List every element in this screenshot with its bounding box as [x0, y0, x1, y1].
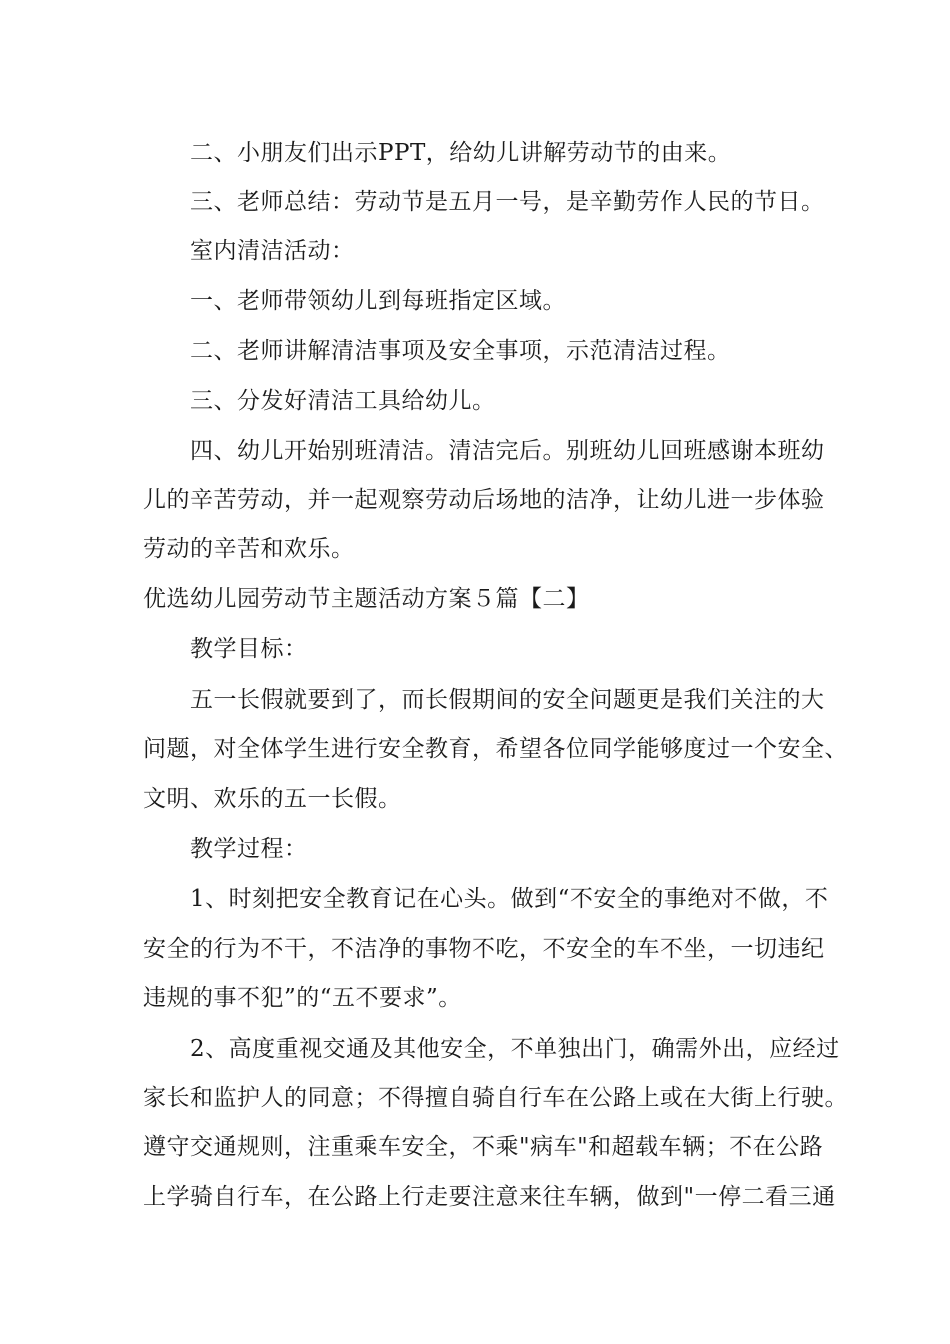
article-title: 优选幼儿园劳动节主题活动方案５篇【二】 — [143, 586, 590, 612]
section-heading: 教学过程： — [190, 836, 308, 862]
paragraph-line: 四、幼儿开始别班清洁。清洁完后。别班幼儿回班感谢本班幼 — [190, 438, 825, 464]
paragraph-line: 二、老师讲解清洁事项及安全事项，示范清洁过程。 — [190, 338, 731, 364]
paragraph-line: 遵守交通规则，注重乘车安全，不乘"病车"和超载车辆；不在公路 — [143, 1134, 824, 1160]
paragraph-line: 家长和监护人的同意；不得擅自骑自行车在公路上或在大街上行驶。 — [143, 1085, 848, 1111]
paragraph-line: 2、高度重视交通及其他安全，不单独出门，确需外出，应经过 — [190, 1036, 840, 1062]
paragraph-line: 1、时刻把安全教育记在心头。做到“不安全的事绝对不做，不 — [190, 886, 829, 912]
section-heading: 室内清洁活动： — [190, 238, 355, 264]
paragraph-line: 劳动的辛苦和欢乐。 — [143, 536, 355, 562]
paragraph-line: 一、老师带领幼儿到每班指定区域。 — [190, 288, 566, 314]
paragraph-line: 儿的辛苦劳动，并一起观察劳动后场地的洁净，让幼儿进一步体验 — [143, 487, 825, 513]
paragraph-line: 问题，对全体学生进行安全教育，希望各位同学能够度过一个安全、 — [143, 736, 848, 762]
paragraph-line: 二、小朋友们出示PPT，给幼儿讲解劳动节的由来。 — [190, 140, 732, 166]
paragraph-line: 文明、欢乐的五一长假。 — [143, 786, 402, 812]
paragraph-line: 五一长假就要到了，而长假期间的安全问题更是我们关注的大 — [190, 687, 825, 713]
paragraph-line: 上学骑自行车，在公路上行走要注意来往车辆，做到"一停二看三通 — [143, 1184, 836, 1210]
paragraph-line: 违规的事不犯”的“五不要求”。 — [143, 985, 462, 1011]
section-heading: 教学目标： — [190, 636, 308, 662]
paragraph-line: 安全的行为不干，不洁净的事物不吃，不安全的车不坐，一切违纪 — [143, 936, 825, 962]
paragraph-line: 三、老师总结：劳动节是五月一号，是辛勤劳作人民的节日。 — [190, 189, 825, 215]
paragraph-line: 三、分发好清洁工具给幼儿。 — [190, 388, 496, 414]
